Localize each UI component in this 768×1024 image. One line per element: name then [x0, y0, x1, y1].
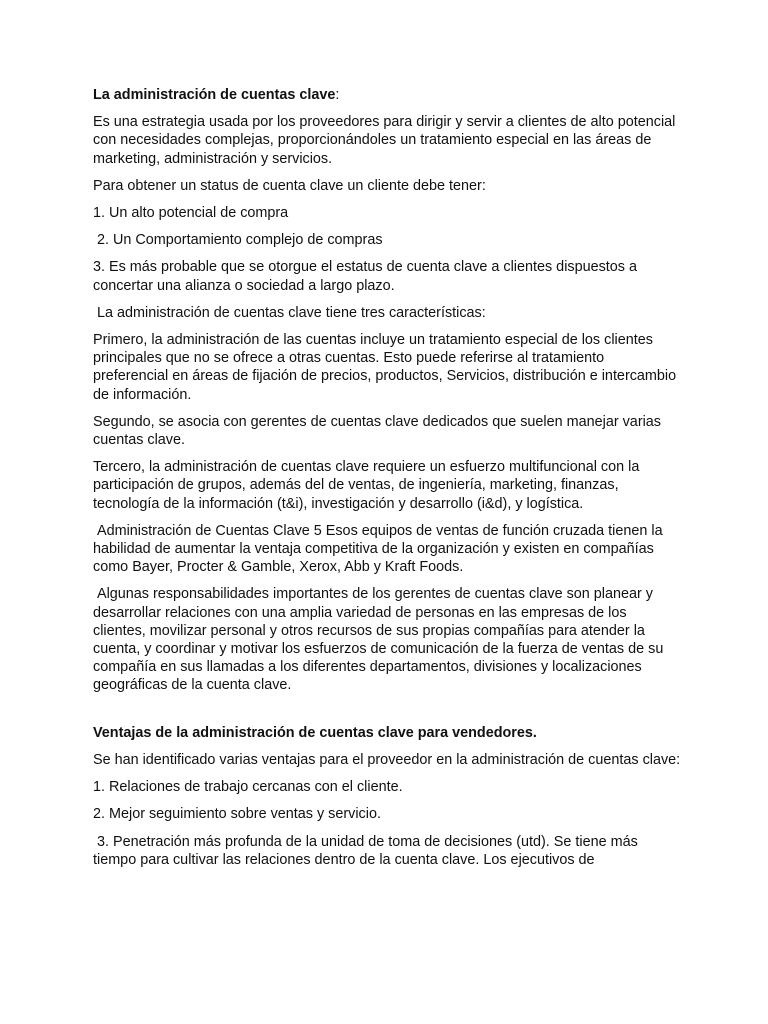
section1-heading-bold: La administración de cuentas clave — [93, 87, 336, 103]
advantage-item-2: 2. Mejor seguimiento sobre ventas y servicio. — [93, 806, 381, 823]
list-item-3: 3. Es más probable que se otorgue el estatus de cuenta clave a clientes dispuestos a concertar una alianza o sociedad a largo plazo. — [93, 259, 641, 294]
paragraph-characteristics-intro: La administración de cuentas clave tiene tres características: — [93, 304, 486, 321]
section2-heading — [93, 724, 683, 742]
section1-heading-colon: : — [335, 87, 340, 103]
paragraph-first: Primero, la administración de las cuentas incluye un tratamiento especial de los clientes principales que no se ofrece a otras cuentas. Esto puede referirse al tratamiento preferencial en áreas de fijación de precios, productos, Servicios, distribución e intercambio de información. — [93, 332, 681, 403]
paragraph-status-intro: Para obtener un status de cuenta clave un cliente debe tener: — [93, 177, 486, 194]
paragraph-third: Tercero, la administración de cuentas clave requiere un esfuerzo multifuncional con la participación de grupos, además del de ventas, de ingeniería, marketing, finanzas, tecnología de la información (t&i), investigación y desarrollo (i&d), y logística. — [93, 459, 644, 512]
paragraph-definition: Es una estrategia usada por los proveedores para dirigir y servir a clientes de alto potencial con necesidades complejas, proporcionándoles un tratamiento especial en las áreas de marketing, administración y servicios. — [93, 114, 680, 167]
document-page — [93, 86, 683, 878]
paragraph-advantages-intro: Se han identificado varias ventajas para el proveedor en la administración de cuentas clave: — [93, 751, 681, 768]
section1-heading — [93, 86, 683, 104]
advantage-item-3: 3. Penetración más profunda de la unidad de toma de decisiones (utd). Se tiene más tiempo para cultivar las relaciones dentro de la cuenta clave. Los ejecutivos de — [93, 833, 642, 868]
paragraph-responsibilities: Algunas responsabilidades importantes de los gerentes de cuentas clave son planear y desarrollar relaciones con una amplia variedad de personas en las empresas de los clientes, movilizar personal y otros recursos de sus propias compañías para atender la cuenta, y coordinar y motivar los esfuerzos de comunicación de la fuerza de ventas de su compañía en sus llamadas a los diferentes departamentos, divisiones y localizaciones geográficas de la cuenta clave. — [93, 586, 668, 694]
paragraph-cross-functional-teams: Administración de Cuentas Clave 5 Esos equipos de ventas de función cruzada tienen la habilidad de aumentar la ventaja competitiva de la organización y existen en compañías como Bayer, Procter & Gamble, Xerox, Abb y Kraft Foods. — [93, 522, 667, 576]
advantage-item-1: 1. Relaciones de trabajo cercanas con el cliente. — [93, 779, 403, 796]
list-item-1: 1. Un alto potencial de compra — [93, 205, 289, 222]
section-spacer — [93, 704, 683, 724]
list-item-2: 2. Un Comportamiento complejo de compras — [93, 232, 383, 249]
paragraph-second: Segundo, se asocia con gerentes de cuentas clave dedicados que suelen manejar varias cuentas clave. — [93, 413, 666, 449]
section2-heading-bold: Ventajas de la administración de cuentas clave para vendedores. — [93, 724, 537, 741]
